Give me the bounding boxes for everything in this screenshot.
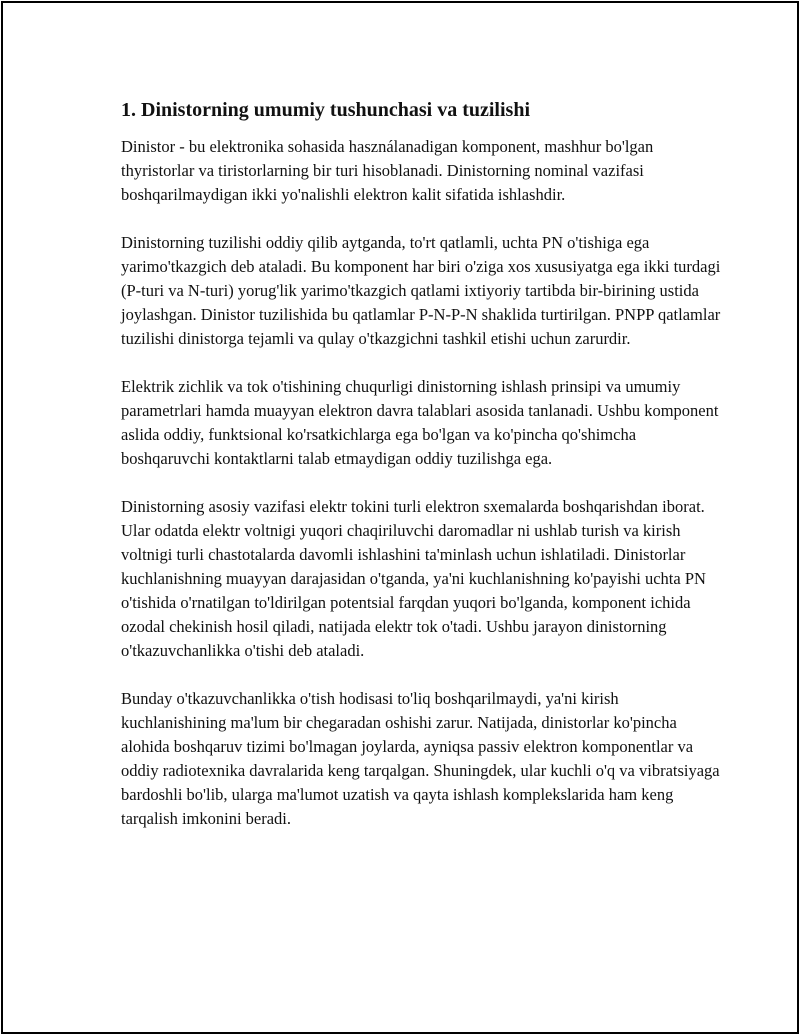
paragraph-4: Dinistorning asosiy vazifasi elektr tokini turli elektron sxemalarda boshqarishdan iborat. Ular odatda elektr voltnigi yuqori chaqiriluvchi daromadlar ni ushlab turish va kirish voltnigi turli chastotalarda davomli ishlashini ta'minlash uchun ishlatiladi. Dinistorlar kuchlanishning muayyan darajasidan o'tganda, ya'ni kuchlanishning ko'payishi uchta PN o'tishida o'rnatilgan to'ldirilgan potentsial farqdan yuqori bo'lganda, komponent ichida ozodal chekinish hosil qiladi, natijada elektr tok o'tadi. Ushbu jarayon dinistorning o'tkazuvchanlikka o'tishi deb ataladi.: [121, 497, 706, 660]
paragraph-3: Elektrik zichlik va tok o'tishining chuqurligi dinistorning ishlash prinsipi va umumiy parametrlari hamda muayyan elektron davra talablari asosida tanlanadi. Ushbu komponent aslida oddiy, funktsional ko'rsatkichlarga ega bo'lgan va ko'pincha qo'shimcha boshqaruvchi kontaktlarni talab etmaydigan oddiy tuzilishga ega.: [121, 377, 719, 468]
paragraph-5: Bunday o'tkazuvchanlikka o'tish hodisasi to'liq boshqarilmaydi, ya'ni kirish kuchlanishining ma'lum bir chegaradan oshishi zarur. Natijada, dinistorlar ko'pincha alohida boshqaruv tizimi bo'lmagan joylarda, ayniqsa passiv elektron komponentlar va oddiy radiotexnika davralarida keng tarqalgan. Shuningdek, ular kuchli o'q va vibratsiyaga bardoshli bo'lib, ularga ma'lumot uzatish va qayta ishlash komplekslarida ham keng tarqalish imkonini beradi.: [121, 689, 720, 828]
document-content: [121, 97, 721, 855]
page-frame: [1, 1, 799, 1034]
section-heading: 1. Dinistorning umumiy tushunchasi va tuzilishi: [121, 99, 530, 121]
paragraph-1: Dinistor - bu elektronika sohasida használanadigan komponent, mashhur bo'lgan thyristorlar va tiristorlarning bir turi hisoblanadi. Dinistorning nominal vazifasi boshqarilmaydigan ikki yo'nalishli elektron kalit sifatida ishlashdir.: [121, 137, 654, 204]
paragraph-2: Dinistorning tuzilishi oddiy qilib aytganda, to'rt qatlamli, uchta PN o'tishiga ega yarimo'tkazgich deb ataladi. Bu komponent har biri o'ziga xos xususiyatga ega ikki turdagi (P-turi va N-turi) yorug'lik yarimo'tkazgich qatlami ixtiyoriy tartibda bir-birining ustida joylashgan. Dinistor tuzilishida bu qatlamlar P-N-P-N shaklida turtirilgan. PNPP qatlamlar tuzilishi dinistorga tejamli va qulay o'tkazgichni tashkil etishi uchun zarurdir.: [121, 233, 721, 348]
